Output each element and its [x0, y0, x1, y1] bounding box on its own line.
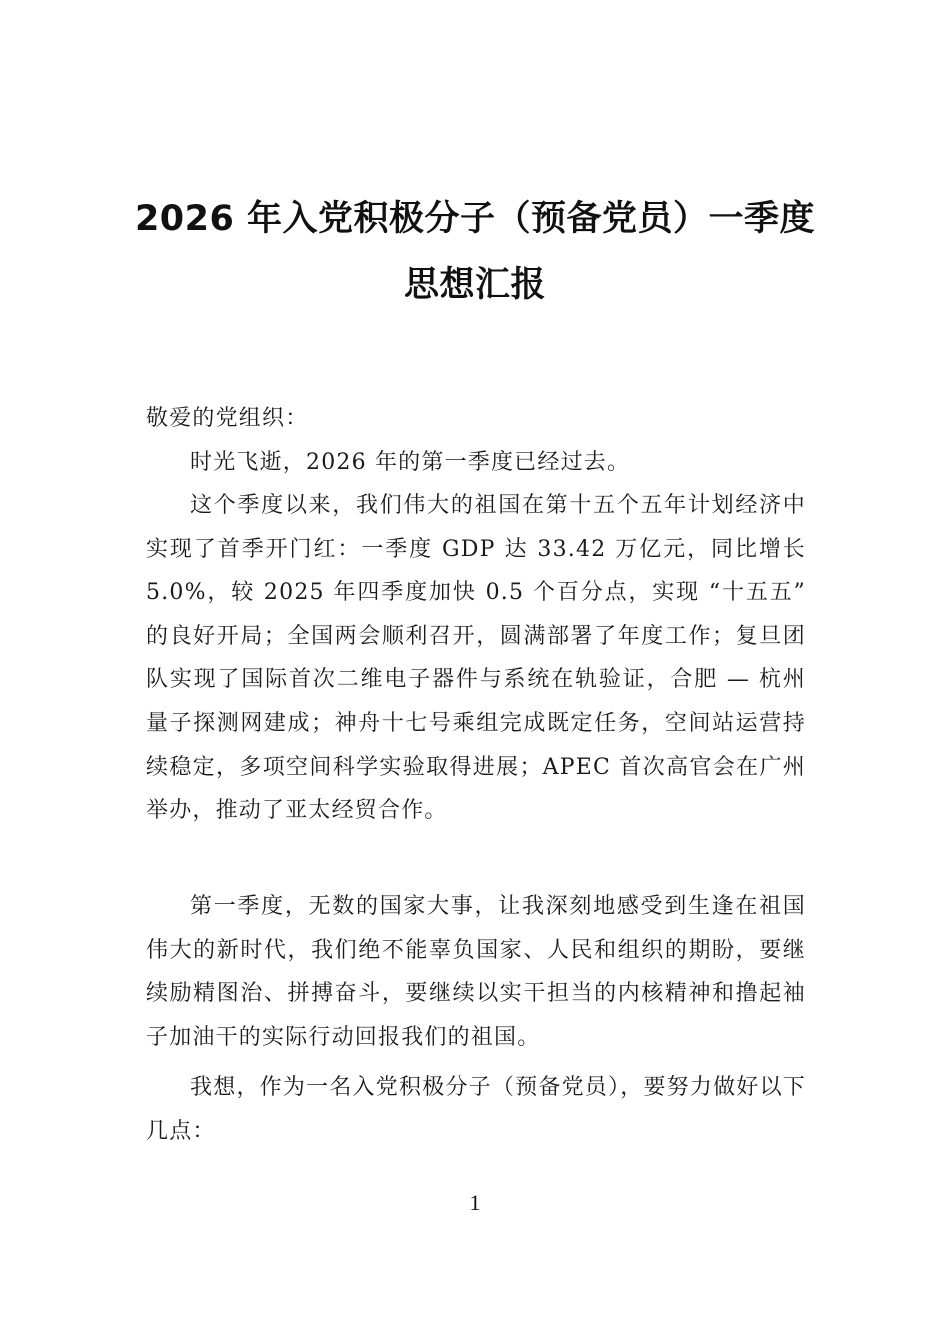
salutation: 敬爱的党组织：: [146, 406, 309, 431]
paragraph-4-text: 我想，作为一名入党积极分子（预备党员），要努力做好以下几点：: [146, 1075, 806, 1144]
paragraph-3-text: 第一季度，无数的国家大事，让我深刻地感受到生逢在祖国伟大的新时代，我们绝不能辜负国家、人民和组织的期盼，要继续励精图治、拼搏奋斗，要继续以实干担当的内核精神和撸起袖子加油干的实际行动回报我们的祖国。: [146, 894, 806, 1050]
paragraph-4: [146, 1066, 806, 1153]
document-title-line-1: 2026 年入党积极分子（预备党员）一季度: [134, 199, 816, 239]
paragraph-1: [146, 441, 806, 485]
page-number: 1: [469, 1190, 481, 1215]
paragraph-2-text: 这个季度以来，我们伟大的祖国在第十五个五年计划经济中实现了首季开门红：一季度 GDP 达 33.42 万亿元，同比增长 5.0%，较 2025 年四季度加快 0.5 个百分点，实现 “十五五” 的良好开局；全国两会顺利召开，圆满部署了年度工作；复旦团队实现了国际首次二维电子器件与系统在轨验证，合肥 — 杭州量子探测网建成；神舟十七号乘组完成既定任务，空间站运营持续稳定，多项空间科学实验取得进展；APEC 首次高官会在广州举办，推动了亚太经贸合作。: [146, 493, 806, 824]
paragraph-3: [146, 885, 806, 1059]
document-title-line-2: 思想汇报: [403, 265, 546, 305]
paragraph-2: [146, 484, 806, 833]
paragraph-1-text: 时光飞逝，2026 年的第一季度已经过去。: [190, 450, 631, 475]
